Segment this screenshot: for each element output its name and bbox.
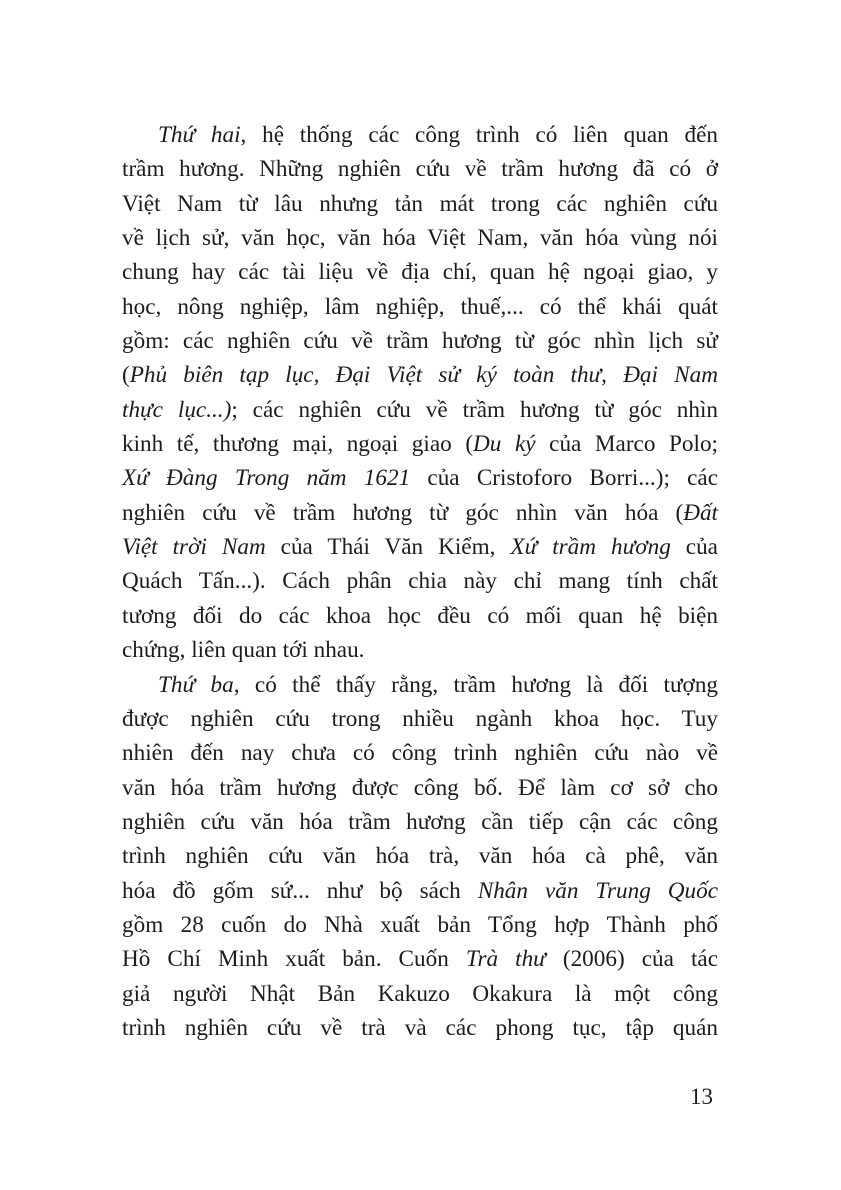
text-run: ; các nghiên cứu về trầm hương từ góc nhìn (231, 396, 718, 423)
text-run: Quách Tấn...). Cách phân chia này chỉ mang tính chất (122, 568, 718, 595)
text-line (122, 255, 718, 289)
italic-text: Phủ biên tạp lục, Đại Việt sử ký toàn thư, Đại Nam (129, 362, 718, 389)
text-line (122, 874, 718, 908)
text-run: Việt Nam từ lâu nhưng tản mát trong các nghiên cứu (122, 190, 718, 217)
text-line (122, 1011, 718, 1045)
text-run: nhiên đến nay chưa có công trình nghiên cứu nào về (122, 740, 718, 767)
text-line (122, 771, 718, 805)
italic-text: Xứ trầm hương (510, 534, 671, 561)
text-run: về lịch sử, văn học, văn hóa Việt Nam, văn hóa vùng nói (122, 225, 718, 252)
text-line (122, 118, 718, 152)
text-line (122, 633, 718, 667)
text-line (122, 599, 718, 633)
italic-text: Thứ hai (158, 122, 241, 148)
text-run: nghiên cứu về trầm hương từ góc nhìn văn hóa ( (122, 499, 684, 526)
text-line (122, 668, 718, 702)
text-run: giả người Nhật Bản Kakuzo Okakura là một công (122, 980, 718, 1007)
text-run: văn hóa trầm hương được công bố. Để làm cơ sở cho (122, 774, 718, 801)
text-line (122, 187, 718, 221)
italic-text: Du ký (473, 431, 536, 458)
paragraph (122, 118, 718, 668)
text-run: (2006) của tác (545, 946, 718, 973)
italic-text: Thứ ba (158, 671, 234, 698)
text-run: của Marco Polo; (535, 431, 718, 458)
paragraph (122, 668, 718, 1046)
italic-text: Nhân văn Trung Quốc (477, 877, 719, 904)
text-line (122, 152, 718, 186)
text-run: được nghiên cứu trong nhiều ngành khoa học. Tuy (122, 705, 718, 732)
text-line (122, 942, 718, 976)
text-run: chung hay các tài liệu về địa chí, quan hệ ngoại giao, y (122, 259, 718, 286)
text-line (122, 977, 718, 1011)
text-run: Hồ Chí Minh xuất bản. Cuốn (122, 946, 466, 973)
text-run: , hệ thống các công trình có liên quan đến (240, 122, 718, 148)
text-line (122, 221, 718, 255)
text-run: của (670, 534, 718, 561)
text-line (122, 530, 718, 564)
text-run: trình nghiên cứu văn hóa trà, văn hóa cà phê, văn (122, 843, 718, 870)
text-run: gồm: các nghiên cứu về trầm hương từ góc nhìn lịch sử (122, 328, 718, 355)
text-run: nghiên cứu văn hóa trầm hương cần tiếp cận các công (122, 808, 718, 835)
body-text (122, 118, 718, 1045)
text-run: ( (122, 362, 130, 389)
text-run: hóa đồ gốm sứ... như bộ sách (122, 877, 478, 904)
italic-text: Trà thư (465, 946, 546, 973)
text-run: học, nông nghiệp, lâm nghiệp, thuế,... có thể khái quát (122, 293, 718, 320)
text-run: của Cristoforo Borri...); các (410, 465, 718, 492)
text-line (122, 564, 718, 598)
text-line (122, 427, 718, 461)
page-number: 13 (690, 1084, 713, 1109)
text-run: trầm hương. Những nghiên cứu về trầm hương đã có ở (122, 156, 718, 183)
italic-text: thực lục...) (122, 396, 232, 423)
text-run: chứng, liên quan tới nhau. (122, 637, 365, 664)
text-line (122, 358, 718, 392)
italic-text: Việt trời Nam (122, 534, 266, 561)
text-line (122, 702, 718, 736)
italic-text: Xứ Đàng Trong năm 1621 (122, 465, 411, 492)
text-run: , có thể thấy rằng, trầm hương là đối tượng (233, 671, 719, 698)
text-line (122, 839, 718, 873)
text-line (122, 736, 718, 770)
text-run: của Thái Văn Kiểm, (265, 534, 511, 561)
text-line (122, 908, 718, 942)
text-run: kinh tế, thương mại, ngoại giao ( (122, 431, 474, 458)
text-line (122, 324, 718, 358)
text-line (122, 290, 718, 324)
italic-text: Đất (683, 499, 718, 526)
text-line (122, 805, 718, 839)
text-line (122, 461, 718, 495)
text-line (122, 393, 718, 427)
text-run: tương đối do các khoa học đều có mối quan hệ biện (122, 602, 718, 629)
text-run: trình nghiên cứu về trà và các phong tục, tập quán (122, 1014, 718, 1041)
text-line (122, 496, 718, 530)
text-run: gồm 28 cuốn do Nhà xuất bản Tổng hợp Thành phố (122, 911, 718, 938)
